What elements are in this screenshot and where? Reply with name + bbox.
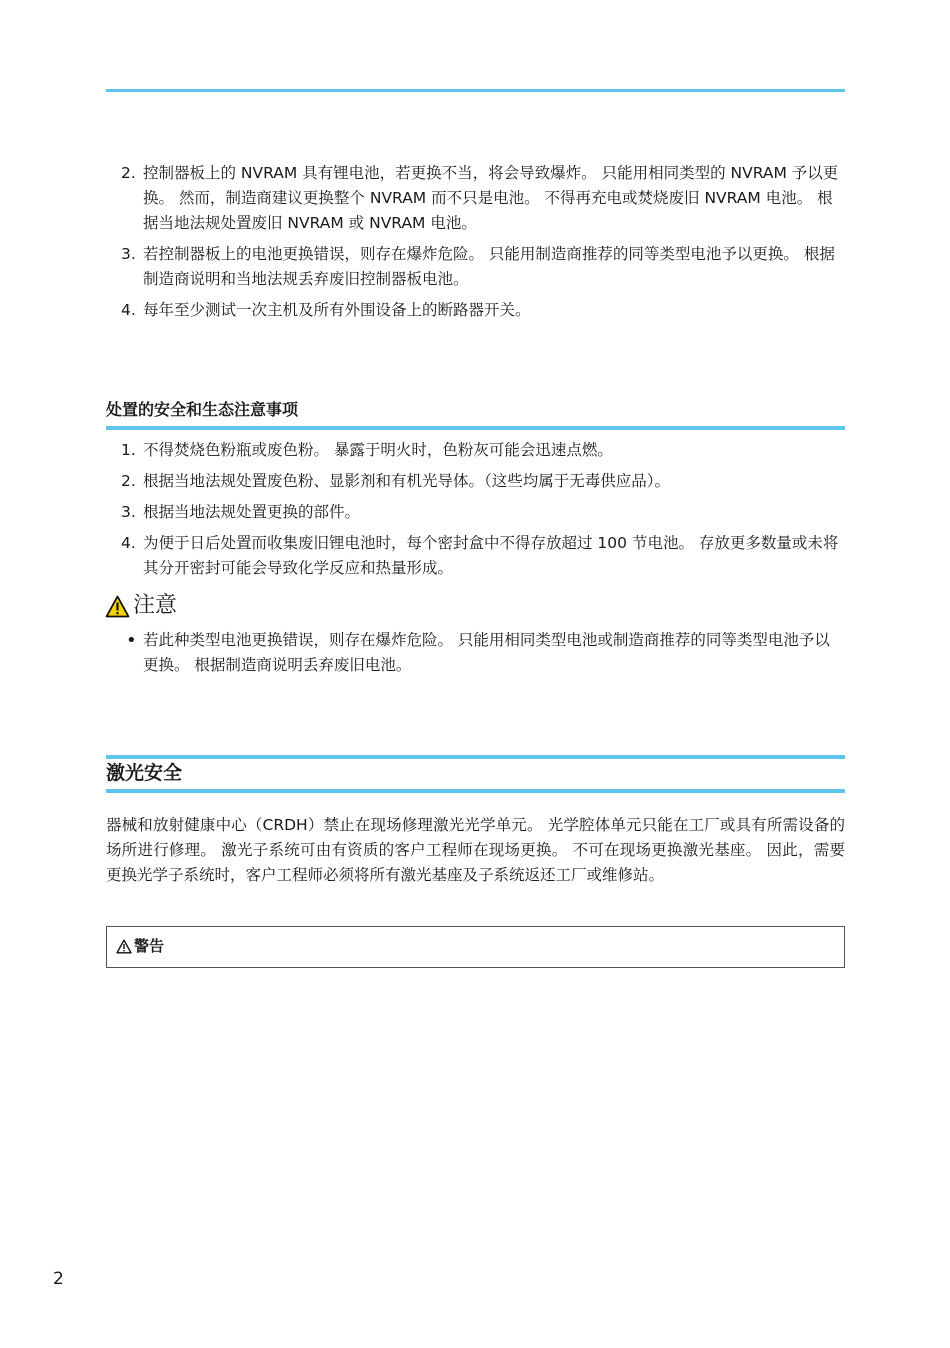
list-item bbox=[106, 161, 845, 236]
list-text: 为便于日后处置而收集废旧锂电池时，每个密封盒中不得存放超过 100 节电池。 存放更多数量或未将其分开密封可能会导致化学反应和热量形成。 bbox=[143, 534, 839, 577]
laser-section-rule-top bbox=[106, 755, 845, 759]
laser-paragraph: 器械和放射健康中心（CRDH）禁止在现场修理激光光学单元。 光学腔体单元只能在工厂或具有所需设备的场所进行修理。 激光子系统可由有资质的客户工程师在现场更换。 不可在现场更换激光基座。 因此，需要更换光学子系统时，客户工程师必须将所有激光基座及子系统返还工厂或维修站。 bbox=[106, 816, 845, 884]
list-text: 若此种类型电池更换错误，则存在爆炸危险。 只能用相同类型电池或制造商推荐的同等类型电池予以更换。 根据制造商说明丢弃废旧电池。 bbox=[143, 631, 830, 674]
page-number: 2 bbox=[53, 1269, 64, 1289]
list-number: 2. bbox=[121, 472, 136, 490]
list-number: 4. bbox=[121, 301, 136, 319]
laser-section-title: 激光安全 bbox=[106, 762, 183, 784]
warning-triangle-icon bbox=[105, 595, 130, 618]
caution-list bbox=[106, 628, 845, 684]
warning-label: 警告 bbox=[134, 937, 165, 955]
list-number: 4. bbox=[121, 534, 136, 552]
disposal-title-rule bbox=[106, 426, 845, 430]
list-number: 2. bbox=[121, 164, 136, 182]
bullet-icon: • bbox=[126, 630, 137, 651]
warning-triangle-outline-icon bbox=[116, 939, 132, 954]
disposal-list bbox=[106, 438, 845, 587]
list-text: 每年至少测试一次主机及所有外围设备上的断路器开关。 bbox=[143, 301, 531, 319]
list-item bbox=[106, 628, 845, 678]
list-text: 控制器板上的 NVRAM 具有锂电池，若更换不当，将会导致爆炸。 只能用相同类型的 NVRAM 予以更换。 然而，制造商建议更换整个 NVRAM 而不只是电池。 不得再充电或焚烧废旧 NVRAM 电池。 根据当地法规处置废旧 NVRAM 或 NVRAM 电池。 bbox=[143, 164, 839, 232]
list-item bbox=[106, 500, 845, 525]
list-number: 1. bbox=[121, 441, 136, 459]
warning-box bbox=[106, 926, 845, 968]
laser-section-rule-bottom bbox=[106, 789, 845, 793]
warning-heading bbox=[116, 935, 164, 957]
list-text: 若控制器板上的电池更换错误，则存在爆炸危险。 只能用制造商推荐的同等类型电池予以更换。 根据制造商说明和当地法规丢弃废旧控制器板电池。 bbox=[143, 245, 835, 288]
list-item bbox=[106, 438, 845, 463]
list-text: 根据当地法规处置更换的部件。 bbox=[143, 503, 361, 521]
list-item bbox=[106, 531, 845, 581]
battery-safety-list bbox=[106, 161, 845, 329]
list-item bbox=[106, 469, 845, 494]
disposal-section-title: 处置的安全和生态注意事项 bbox=[106, 400, 299, 419]
list-text: 根据当地法规处置废色粉、显影剂和有机光导体。（这些均属于无毒供应品）。 bbox=[143, 472, 671, 490]
list-number: 3. bbox=[121, 245, 136, 263]
list-item bbox=[106, 242, 845, 292]
list-text: 不得焚烧色粉瓶或废色粉。 暴露于明火时，色粉灰可能会迅速点燃。 bbox=[143, 441, 613, 459]
list-item bbox=[106, 298, 845, 323]
header-rule bbox=[106, 89, 845, 92]
caution-heading bbox=[105, 592, 177, 620]
list-number: 3. bbox=[121, 503, 136, 521]
caution-label: 注意 bbox=[133, 593, 178, 618]
